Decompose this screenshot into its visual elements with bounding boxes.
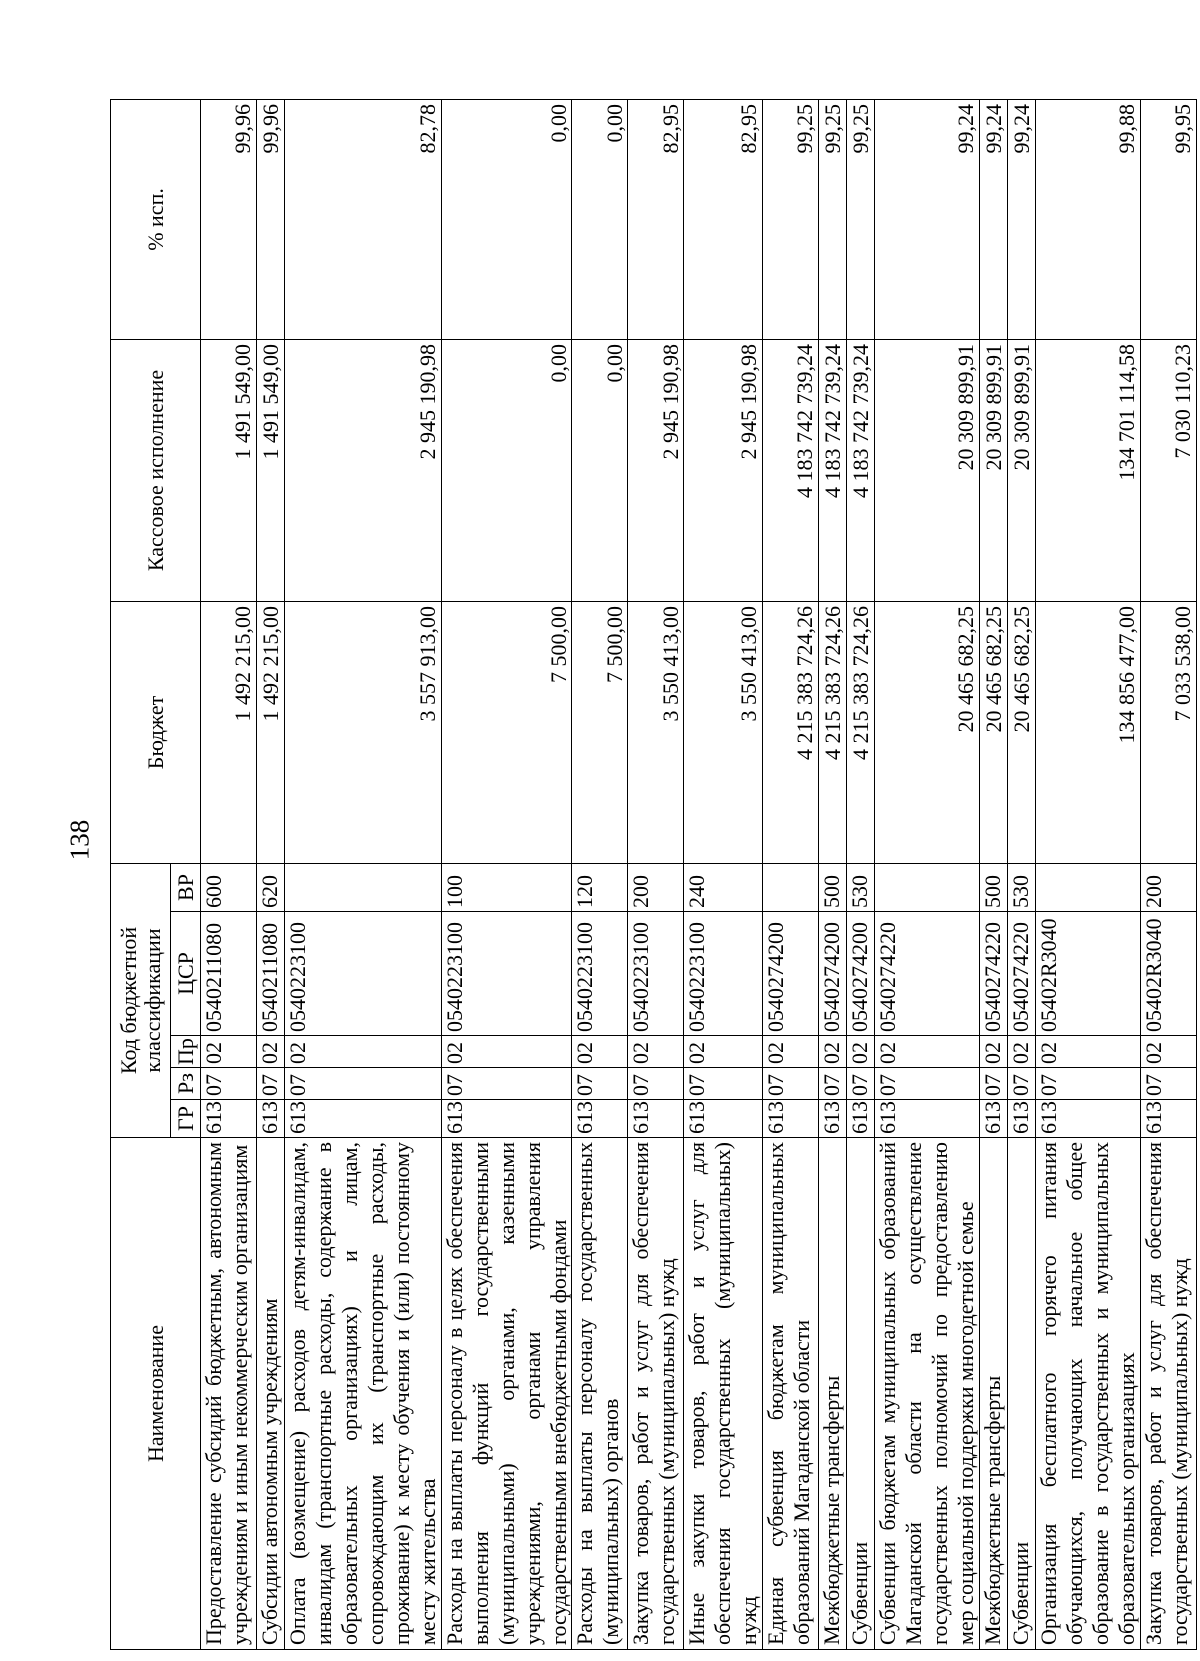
cell-budget: 7 033 538,00	[1140, 601, 1196, 863]
header-code-group: Код бюджетной классификации	[111, 863, 171, 1137]
budget-execution-table	[110, 99, 1197, 1650]
cell-gr: 613	[1140, 1100, 1196, 1138]
header-gr: ГР	[171, 1100, 201, 1138]
cell-execution: 2 945 190,98	[628, 339, 684, 601]
table-row	[285, 99, 442, 1649]
table-row	[201, 99, 257, 1649]
cell-vr: 530	[1008, 863, 1036, 911]
cell-name: Закупка товаров, работ и услуг для обеспечения государственных (муниципальных) нужд	[628, 1138, 684, 1650]
cell-rz: 07	[441, 1068, 572, 1100]
cell-pr: 02	[684, 1036, 763, 1068]
cell-rz: 07	[285, 1068, 442, 1100]
cell-gr: 613	[819, 1100, 847, 1138]
cell-pr: 02	[763, 1036, 819, 1068]
cell-percent: 0,00	[572, 99, 628, 339]
table-row	[257, 99, 285, 1649]
rotated-table-container	[110, 100, 1196, 1650]
cell-name: Субвенции бюджетам муниципальных образований Магаданской области на осуществление государственных полномочий по предоставлению мер социальной поддержки многодетной семье	[875, 1138, 980, 1650]
cell-percent: 99,25	[819, 99, 847, 339]
cell-budget: 3 550 413,00	[684, 601, 763, 863]
cell-execution: 20 309 899,91	[875, 339, 980, 601]
cell-gr: 613	[441, 1100, 572, 1138]
cell-vr	[285, 863, 442, 911]
cell-rz: 07	[1140, 1068, 1196, 1100]
cell-name: Иные закупки товаров, работ и услуг для обеспечения государственных (муниципальных) нужд	[684, 1138, 763, 1650]
cell-name: Расходы на выплаты персоналу в целях обеспечения выполнения функций государственными (муниципальными) органами, казенными учреждениями, органами управления государственными внебюджетными фондами	[441, 1138, 572, 1650]
cell-budget: 20 465 682,25	[980, 601, 1008, 863]
table-row	[980, 99, 1008, 1649]
cell-percent: 99,96	[201, 99, 257, 339]
cell-percent: 99,24	[1008, 99, 1036, 339]
cell-percent: 99,24	[980, 99, 1008, 339]
header-vr: ВР	[171, 863, 201, 911]
cell-vr: 100	[441, 863, 572, 911]
cell-name: Субвенции	[847, 1138, 875, 1650]
cell-percent: 82,95	[628, 99, 684, 339]
cell-rz: 07	[572, 1068, 628, 1100]
cell-gr: 613	[1008, 1100, 1036, 1138]
cell-execution: 20 309 899,91	[980, 339, 1008, 601]
cell-pr: 02	[628, 1036, 684, 1068]
cell-rz: 07	[875, 1068, 980, 1100]
cell-percent: 82,95	[684, 99, 763, 339]
cell-csr: 0540223100	[285, 912, 442, 1036]
cell-gr: 613	[628, 1100, 684, 1138]
cell-pr: 02	[875, 1036, 980, 1068]
cell-execution: 1 491 549,00	[257, 339, 285, 601]
cell-execution: 134 701 114,58	[1036, 339, 1141, 601]
header-csr: ЦСР	[171, 912, 201, 1036]
cell-vr: 600	[201, 863, 257, 911]
cell-execution: 4 183 742 739,24	[819, 339, 847, 601]
cell-pr: 02	[980, 1036, 1008, 1068]
table-row	[763, 99, 819, 1649]
table-row	[819, 99, 847, 1649]
cell-rz: 07	[684, 1068, 763, 1100]
cell-execution: 7 030 110,23	[1140, 339, 1196, 601]
cell-percent: 99,25	[763, 99, 819, 339]
cell-gr: 613	[763, 1100, 819, 1138]
cell-vr: 200	[628, 863, 684, 911]
cell-percent: 82,78	[285, 99, 442, 339]
header-name: Наименование	[111, 1138, 201, 1650]
cell-pr: 02	[441, 1036, 572, 1068]
cell-gr: 613	[572, 1100, 628, 1138]
cell-execution: 0,00	[572, 339, 628, 601]
header-percent: % исп.	[111, 99, 201, 339]
cell-rz: 07	[980, 1068, 1008, 1100]
cell-vr: 620	[257, 863, 285, 911]
header-budget: Бюджет	[111, 601, 201, 863]
table-row	[1140, 99, 1196, 1649]
table-header	[111, 99, 201, 1649]
cell-name: Предоставление субсидий бюджетным, автономным учреждениям и иным некоммерческим организациям	[201, 1138, 257, 1650]
cell-csr: 05402R3040	[1036, 912, 1141, 1036]
cell-csr: 0540274220	[1008, 912, 1036, 1036]
cell-budget: 4 215 383 724,26	[763, 601, 819, 863]
cell-budget: 7 500,00	[441, 601, 572, 863]
cell-pr: 02	[1036, 1036, 1141, 1068]
cell-rz: 07	[1008, 1068, 1036, 1100]
cell-percent: 0,00	[441, 99, 572, 339]
cell-pr: 02	[847, 1036, 875, 1068]
header-pr: Пр	[171, 1036, 201, 1068]
table-row	[1036, 99, 1141, 1649]
table-row	[684, 99, 763, 1649]
cell-execution: 4 183 742 739,24	[763, 339, 819, 601]
cell-budget: 20 465 682,25	[1008, 601, 1036, 863]
cell-csr: 05402R3040	[1140, 912, 1196, 1036]
cell-csr: 0540223100	[684, 912, 763, 1036]
cell-budget: 4 215 383 724,26	[847, 601, 875, 863]
cell-gr: 613	[684, 1100, 763, 1138]
cell-pr: 02	[285, 1036, 442, 1068]
table-body	[201, 99, 1197, 1649]
cell-pr: 02	[257, 1036, 285, 1068]
cell-pr: 02	[201, 1036, 257, 1068]
cell-rz: 07	[1036, 1068, 1141, 1100]
cell-name: Закупка товаров, работ и услуг для обеспечения государственных (муниципальных) нужд	[1140, 1138, 1196, 1650]
cell-rz: 07	[819, 1068, 847, 1100]
cell-csr: 0540274200	[819, 912, 847, 1036]
cell-budget: 7 500,00	[572, 601, 628, 863]
cell-csr: 0540211080	[257, 912, 285, 1036]
cell-csr: 0540274220	[875, 912, 980, 1036]
cell-percent: 99,96	[257, 99, 285, 339]
cell-vr: 530	[847, 863, 875, 911]
cell-gr: 613	[847, 1100, 875, 1138]
cell-name: Межбюджетные трансферты	[980, 1138, 1008, 1650]
cell-gr: 613	[980, 1100, 1008, 1138]
cell-budget: 3 550 413,00	[628, 601, 684, 863]
cell-rz: 07	[201, 1068, 257, 1100]
cell-pr: 02	[572, 1036, 628, 1068]
cell-vr: 200	[1140, 863, 1196, 911]
cell-percent: 99,88	[1036, 99, 1141, 339]
cell-rz: 07	[257, 1068, 285, 1100]
cell-gr: 613	[875, 1100, 980, 1138]
cell-csr: 0540223100	[628, 912, 684, 1036]
cell-csr: 0540211080	[201, 912, 257, 1036]
cell-name: Оплата (возмещение) расходов детям-инвалидам, инвалидам (транспортные расходы, содержание в образовательных организациях) и лицам, сопровождающим их (транспортные расходы, проживание) к месту обучения и (или) постоянному месту жительства	[285, 1138, 442, 1650]
cell-vr	[1036, 863, 1141, 911]
cell-csr: 0540223100	[572, 912, 628, 1036]
cell-execution: 1 491 549,00	[201, 339, 257, 601]
table-row	[628, 99, 684, 1649]
cell-percent: 99,95	[1140, 99, 1196, 339]
cell-vr: 500	[819, 863, 847, 911]
cell-csr: 0540274200	[847, 912, 875, 1036]
cell-name: Субвенции	[1008, 1138, 1036, 1650]
table-row	[875, 99, 980, 1649]
cell-vr: 240	[684, 863, 763, 911]
cell-execution: 20 309 899,91	[1008, 339, 1036, 601]
cell-gr: 613	[1036, 1100, 1141, 1138]
cell-execution: 4 183 742 739,24	[847, 339, 875, 601]
header-rz: Рз	[171, 1068, 201, 1100]
cell-percent: 99,24	[875, 99, 980, 339]
table-row	[441, 99, 572, 1649]
cell-budget: 134 856 477,00	[1036, 601, 1141, 863]
cell-execution: 0,00	[441, 339, 572, 601]
cell-budget: 1 492 215,00	[201, 601, 257, 863]
cell-vr	[875, 863, 980, 911]
cell-name: Организация бесплатного горячего питания обучающихся, получающих начальное общее образование в государственных и муниципальных образовательных организациях	[1036, 1138, 1141, 1650]
table-row	[572, 99, 628, 1649]
cell-csr: 0540274200	[763, 912, 819, 1036]
cell-rz: 07	[763, 1068, 819, 1100]
header-execution: Кассовое исполнение	[111, 339, 201, 601]
cell-vr: 120	[572, 863, 628, 911]
cell-name: Единая субвенция бюджетам муниципальных образований Магаданской области	[763, 1138, 819, 1650]
cell-csr: 0540223100	[441, 912, 572, 1036]
cell-budget: 20 465 682,25	[875, 601, 980, 863]
cell-name: Субсидии автономным учреждениям	[257, 1138, 285, 1650]
cell-rz: 07	[847, 1068, 875, 1100]
table-row	[847, 99, 875, 1649]
page-number: 138	[64, 819, 95, 861]
cell-gr: 613	[285, 1100, 442, 1138]
cell-rz: 07	[628, 1068, 684, 1100]
cell-vr	[763, 863, 819, 911]
cell-name: Межбюджетные трансферты	[819, 1138, 847, 1650]
cell-pr: 02	[819, 1036, 847, 1068]
cell-execution: 2 945 190,98	[285, 339, 442, 601]
cell-budget: 4 215 383 724,26	[819, 601, 847, 863]
cell-csr: 0540274220	[980, 912, 1008, 1036]
cell-percent: 99,25	[847, 99, 875, 339]
table-row	[1008, 99, 1036, 1649]
cell-pr: 02	[1008, 1036, 1036, 1068]
cell-gr: 613	[201, 1100, 257, 1138]
cell-budget: 1 492 215,00	[257, 601, 285, 863]
cell-execution: 2 945 190,98	[684, 339, 763, 601]
cell-vr: 500	[980, 863, 1008, 911]
cell-gr: 613	[257, 1100, 285, 1138]
cell-name: Расходы на выплаты персоналу государственных (муниципальных) органов	[572, 1138, 628, 1650]
cell-budget: 3 557 913,00	[285, 601, 442, 863]
cell-pr: 02	[1140, 1036, 1196, 1068]
